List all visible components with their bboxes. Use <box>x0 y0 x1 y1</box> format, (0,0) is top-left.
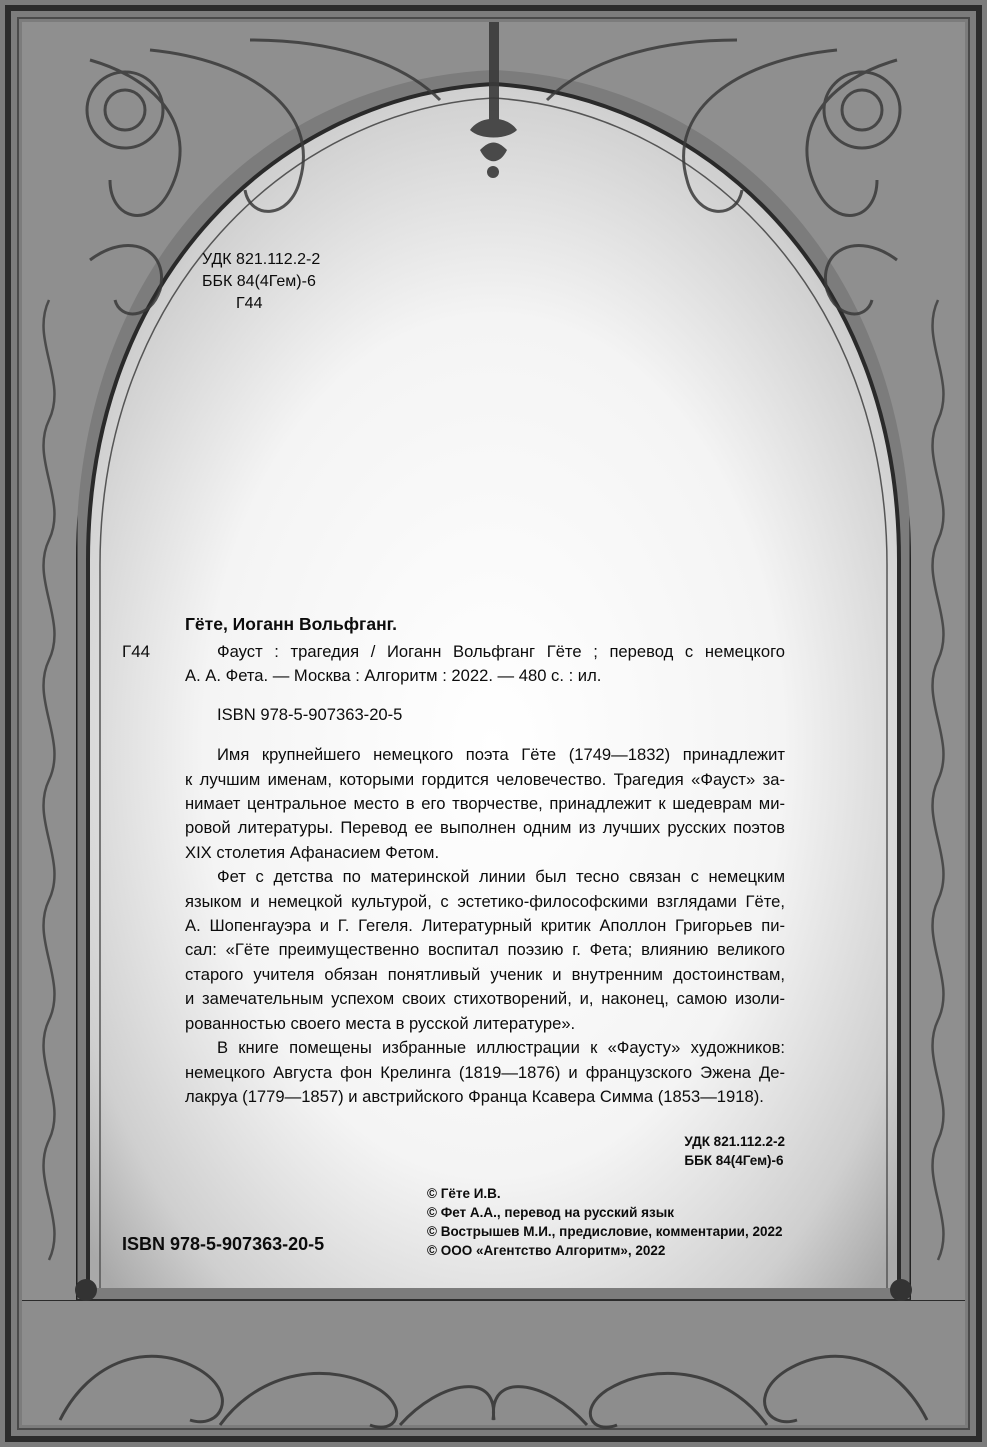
annotation-line: Фет с детства по материнской линии был тесно связан с немецким <box>217 867 785 887</box>
annotation-line: XIX столетия Афанасием Фетом. <box>185 842 440 862</box>
author-heading: Гёте, Иоганн Вольфганг. <box>185 614 398 634</box>
bbk-code-bottom: ББК 84(4Гем)-6 <box>684 1153 784 1168</box>
bbk-code: ББК 84(4Гем)-6 <box>202 273 316 290</box>
author-sign: Г44 <box>236 295 263 312</box>
annotation-line: ровой литературы. Перевод ее выполнен одним из лучших русских поэтов <box>185 818 785 838</box>
author-sign-left: Г44 <box>122 642 151 661</box>
annotation-line: старого учителя обязан понятливый ученик и внутренним достоинствам, <box>185 964 785 984</box>
copyright-line: © ООО «Агентство Алгоритм», 2022 <box>427 1243 666 1258</box>
title-record <box>185 640 785 689</box>
udk-code-bottom: УДК 821.112.2-2 <box>684 1134 785 1149</box>
annotation-line: нимает центральное место в его творчестве, принадлежит к шедеврам ми- <box>185 794 785 814</box>
isbn-record <box>185 703 785 727</box>
annotation-line: и замечательным успехом своих стихотворений, и, наконец, самою изоли- <box>185 989 785 1009</box>
bibliographic-entry <box>185 640 785 1109</box>
annotation-line: сал: «Гёте преимущественно воспитал поэзию г. Фета; влиянию великого <box>185 940 785 960</box>
title-line: Фауст : трагедия / Иоганн Вольфганг Гёте ; перевод с немецкого <box>217 642 785 661</box>
copyright-line: © Вострышев М.И., предисловие, комментарии, 2022 <box>427 1224 783 1239</box>
annotation-line: лакруа (1779—1857) и австрийского Франца Ксавера Симма (1853—1918). <box>185 1086 764 1106</box>
annotation-paragraph-3 <box>185 1036 785 1109</box>
annotation-line: к лучшим именам, которыми гордится человечество. Трагедия «Фауст» за- <box>185 769 785 789</box>
udk-code: УДК 821.112.2-2 <box>202 251 321 268</box>
title-line: А. А. Фета. — Москва : Алгоритм : 2022. — 480 с. : ил. <box>185 666 602 686</box>
annotation-paragraph-1 <box>185 743 785 865</box>
annotation-paragraph-2 <box>185 865 785 1036</box>
udk-footer-block <box>684 1132 785 1170</box>
annotation-line: А. Шопенгауэра и Г. Гегеля. Литературный критик Аполлон Григорьев пи- <box>185 916 785 936</box>
copyright-line: © Фет А.А., перевод на русский язык <box>427 1205 674 1220</box>
udk-header-block <box>202 249 320 315</box>
isbn-line: ISBN 978-5-907363-20-5 <box>217 704 403 724</box>
annotation-line: немецкого Августа фон Крелинга (1819—1876) и французского Эжена Де- <box>185 1062 785 1082</box>
isbn-footer: ISBN 978-5-907363-20-5 <box>122 1234 325 1254</box>
annotation-line: рованностью своего места в русской литературе». <box>185 1013 576 1033</box>
annotation-line: Имя крупнейшего немецкого поэта Гёте (1749—1832) принадлежит <box>217 745 785 765</box>
copyright-block <box>427 1184 783 1260</box>
annotation-line: В книге помещены избранные иллюстрации к «Фаусту» художников: <box>217 1038 785 1058</box>
copyright-line: © Гёте И.В. <box>427 1186 501 1201</box>
annotation-line: языком и немецкой культурой, с эстетико-философскими взглядами Гёте, <box>185 891 785 911</box>
